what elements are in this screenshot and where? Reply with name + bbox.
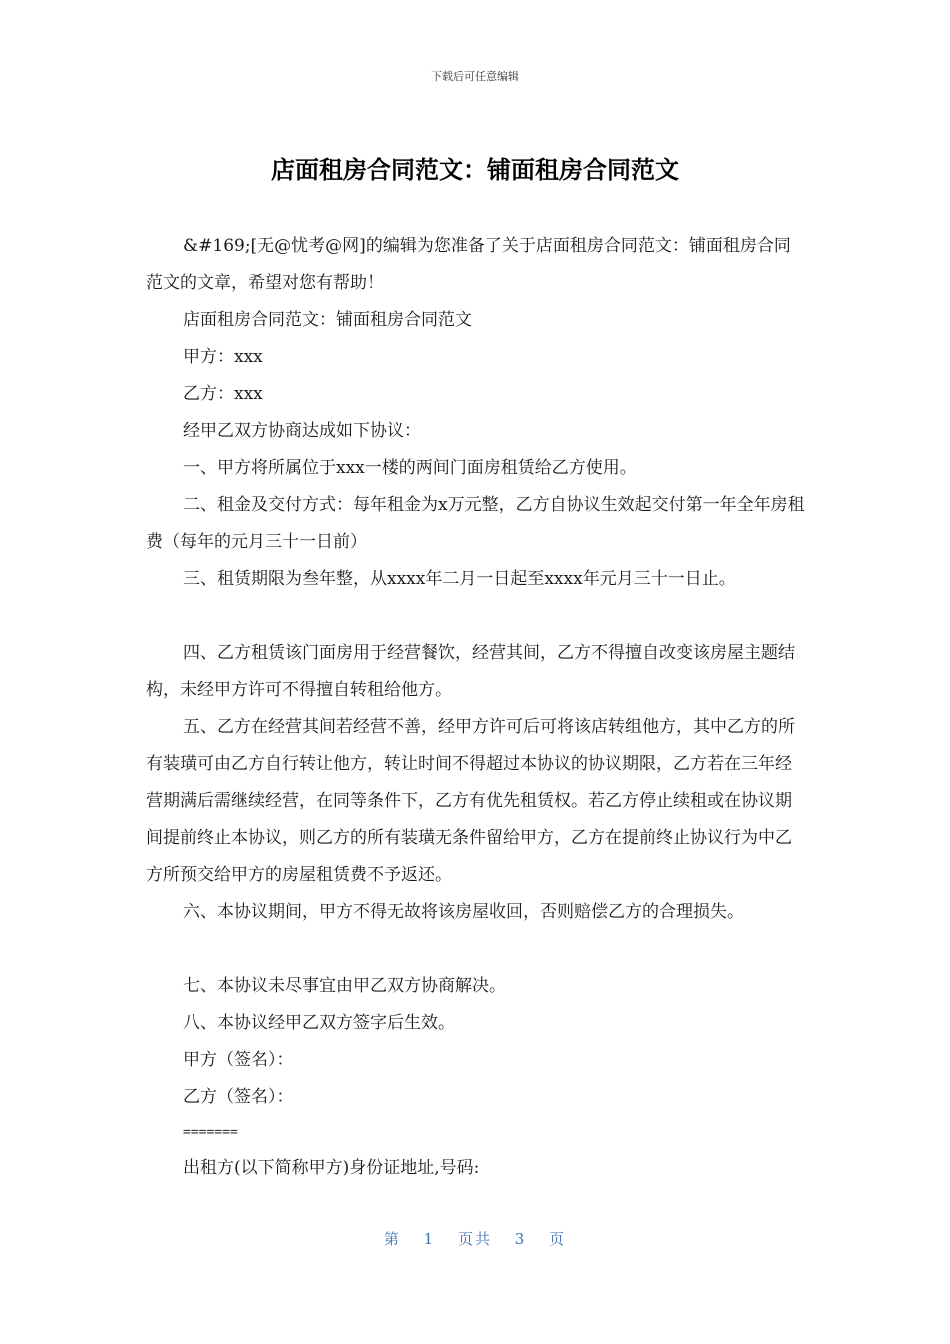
clause-1: 一、甲方将所属位于xxx一楼的两间门面房租赁给乙方使用。 <box>183 458 637 478</box>
clause-5: 五、乙方在经营其间若经营不善，经甲方许可后可将该店转组他方，其中乙方的所有装璜可由乙方自行转让他方，转让时间不得超过本协议的协议期限，乙方若在三年经营期满后需继续经营，在同等条件下，乙方有优先租赁权。若乙方停止续租或在协议期间提前终止本协议，则乙方的所有装璜无条件留给甲方，乙方在提前终止协议行为中乙方所预交给甲方的房屋租赁费不予返还。 <box>146 717 795 885</box>
page-label-prefix: 第 <box>383 1230 401 1248</box>
clause-8: 八、本协议经甲乙双方签字后生效。 <box>183 1013 455 1033</box>
clause-3: 三、租赁期限为叁年整，从xxxx年二月一日起至xxxx年元月三十一日止。 <box>183 569 736 589</box>
clause-6: 六、本协议期间，甲方不得无故将该房屋收回，否则赔偿乙方的合理损失。 <box>183 902 744 922</box>
page-footer <box>0 1228 950 1249</box>
clause-2: 二、租金及交付方式：每年租金为x万元整，乙方自协议生效起交付第一年全年房租费（每年的元月三十一日前） <box>146 495 805 552</box>
page-current: 1 <box>423 1230 436 1248</box>
header-note: 下载后可任意编辑 <box>431 70 519 83</box>
party-a-line: 甲方：xxx <box>183 347 263 367</box>
section-separator: ======= <box>183 1125 238 1140</box>
document-title: 店面租房合同范文：铺面租房合同范文 <box>271 156 679 184</box>
page-label-mid: 页共 <box>457 1230 492 1248</box>
page-label-suffix: 页 <box>549 1230 567 1248</box>
clause-7: 七、本协议未尽事宜由甲乙双方协商解决。 <box>183 976 506 996</box>
intro-paragraph: &#169;[无@忧考@网]的编辑为您准备了关于店面租房合同范文：铺面租房合同范文的文章，希望对您有帮助！ <box>146 236 791 293</box>
clause-4: 四、乙方租赁该门面房用于经营餐饮，经营其间，乙方不得擅自改变该房屋主题结构，未经甲方许可不得擅自转租给他方。 <box>146 643 795 700</box>
subtitle-paragraph: 店面租房合同范文：铺面租房合同范文 <box>183 310 472 330</box>
agreement-intro: 经甲乙双方协商达成如下协议： <box>183 421 421 441</box>
party-a-signature: 甲方（签名）： <box>183 1050 294 1070</box>
document-body <box>146 228 806 1187</box>
lessor-id-line: 出租方(以下简称甲方)身份证地址,号码: <box>183 1158 480 1178</box>
page-total: 3 <box>514 1230 527 1248</box>
party-b-signature: 乙方（签名）： <box>183 1087 294 1107</box>
party-b-line: 乙方：xxx <box>183 384 263 404</box>
